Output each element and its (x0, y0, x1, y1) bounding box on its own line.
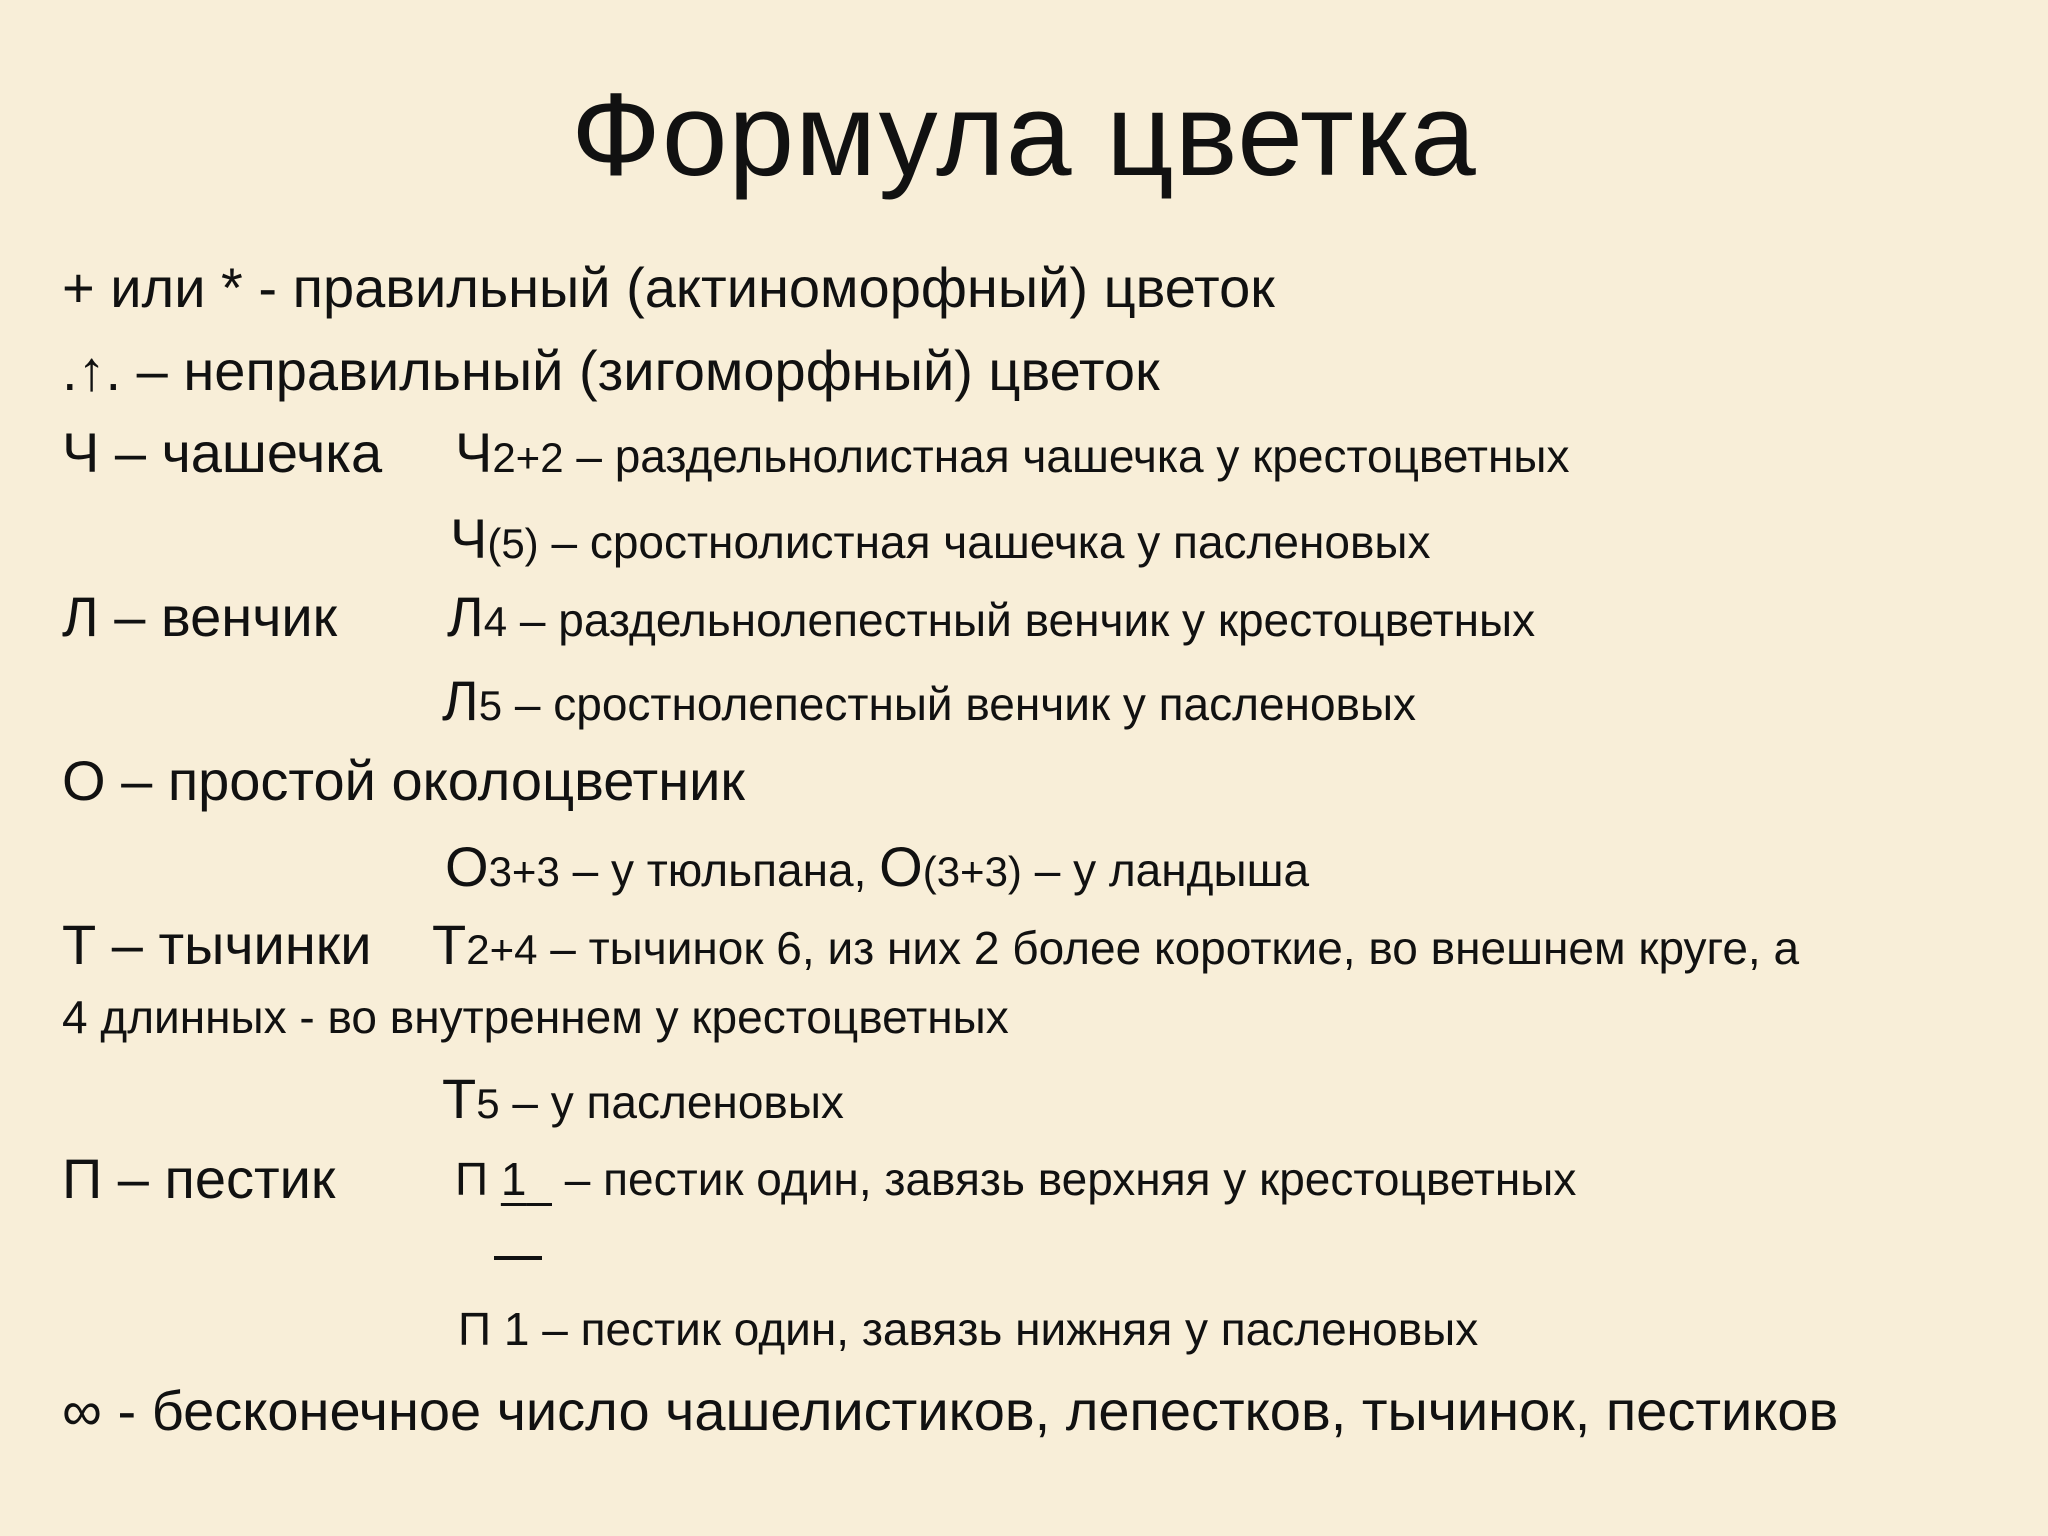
formula-index: 5 (476, 1080, 500, 1127)
formula-description: – сростнолистная чашечка у пасленовых (538, 516, 1431, 568)
formula-symbol: Л (447, 585, 484, 648)
line-stamens-formula-2 (442, 1066, 844, 1131)
formula-description: – тычинок 6, из них 2 более короткие, во внешнем круге, а (537, 922, 1800, 974)
formula-description: – у тюльпана, (559, 844, 880, 896)
line-stamens-continuation: 4 длинных - во внутреннем у крестоцветных (62, 991, 1009, 1043)
formula-index: 2+4 (466, 926, 538, 973)
line-corolla-term: Л – венчик (62, 585, 338, 648)
formula-symbol: О (879, 835, 923, 898)
line-corolla-formula-2 (442, 668, 1416, 733)
formula-symbol: Ч (450, 507, 488, 570)
formula-index: 1 (503, 1303, 530, 1355)
line-regular-flower: + или * - правильный (актиноморфный) цветок (62, 256, 1275, 319)
line-calyx-formula-1 (455, 420, 1569, 485)
line-perianth-formula (445, 834, 1309, 899)
line-stamens-term: Т – тычинки (62, 913, 372, 976)
formula-description: – сростнолепестный венчик у пасленовых (502, 678, 1417, 730)
formula-description: – раздельнолепестный венчик у крестоцветных (507, 594, 1536, 646)
line-irregular-flower: .↑. – неправильный (зигоморфный) цветок (62, 339, 1160, 402)
line-pistil-formula-1 (455, 1152, 1576, 1206)
formula-symbol: Л (442, 669, 479, 732)
line-pistil-formula-2 (458, 1302, 1478, 1356)
formula-index: 4 (483, 598, 508, 645)
formula-index: 1 (500, 1153, 527, 1205)
inferior-ovary-bar (494, 1256, 542, 1260)
formula-symbol: П (458, 1303, 492, 1355)
line-pistil-term: П – пестик (62, 1147, 336, 1210)
formula-symbol: Т (432, 913, 467, 976)
formula-index: 2+2 (492, 434, 564, 481)
formula-index: (3+3) (922, 848, 1022, 895)
line-perianth-term: О – простой околоцветник (62, 749, 745, 812)
formula-description: – раздельнолистная чашечка у крестоцветных (563, 430, 1570, 482)
formula-symbol: О (445, 835, 489, 898)
line-infinity: ∞ - бесконечное число чашелистиков, лепестков, тычинок, пестиков (62, 1379, 1839, 1442)
formula-description: – у пасленовых (499, 1076, 844, 1128)
formula-symbol: Ч (455, 421, 493, 484)
line-calyx-term: Ч – чашечка (62, 421, 383, 484)
formula-description: – пестик один, завязь верхняя у крестоцветных (552, 1153, 1577, 1205)
formula-description: – пестик один, завязь нижняя у пасленовых (529, 1303, 1479, 1355)
formula-index: 3+3 (488, 848, 560, 895)
formula-description: – у ландыша (1021, 844, 1310, 896)
formula-index: (5) (487, 520, 539, 567)
formula-symbol: П (455, 1153, 489, 1205)
formula-symbol: Т (442, 1067, 477, 1130)
line-stamens-formula-1 (432, 912, 1799, 977)
line-corolla-formula-1 (447, 584, 1535, 649)
line-calyx-formula-2 (450, 506, 1430, 571)
formula-index: 5 (478, 682, 503, 729)
slide-title: Формула цветка (571, 69, 1477, 201)
